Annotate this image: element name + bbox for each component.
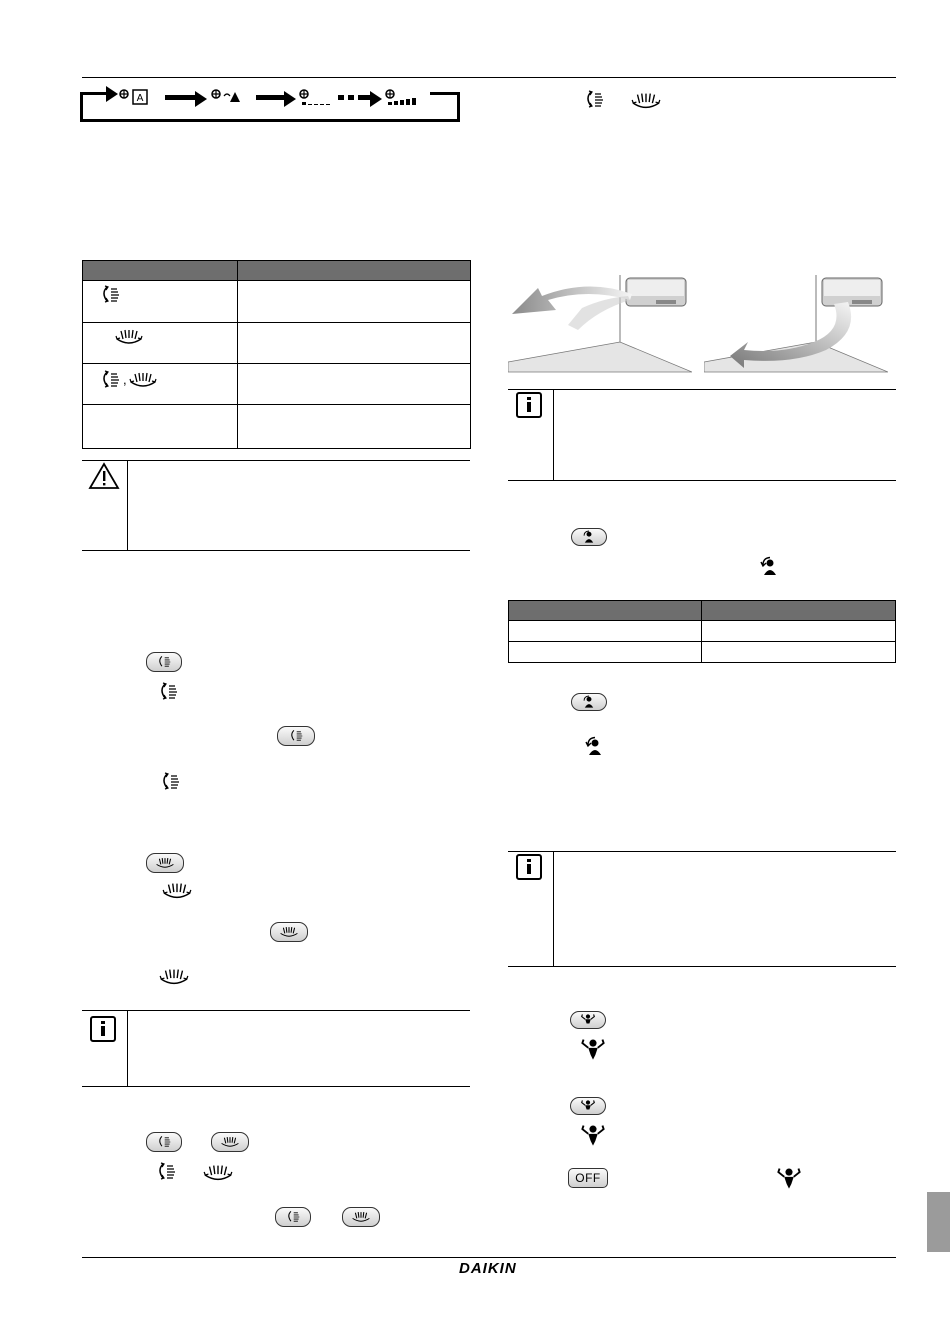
horizontal-swing-icon — [218, 1135, 242, 1149]
vertical-swing-icon — [155, 1162, 177, 1182]
vertical-swing-icon — [99, 370, 121, 390]
table-row — [83, 323, 471, 364]
table-row — [83, 281, 471, 323]
svg-text:A: A — [136, 93, 144, 104]
swing-horizontal-button[interactable] — [270, 922, 308, 942]
caution-bottom-rule — [82, 550, 470, 551]
flap-mode-table — [82, 260, 471, 449]
caution-divider — [127, 460, 128, 550]
vertical-swing-icon — [583, 90, 605, 110]
info-icon — [516, 854, 542, 880]
powerful-icon — [776, 1166, 802, 1190]
table-header-row — [83, 261, 471, 281]
swing-vertical-button[interactable] — [146, 1132, 182, 1152]
powerful-icon — [580, 1037, 606, 1061]
horizontal-swing-icon — [201, 1162, 235, 1184]
swing-horizontal-button[interactable] — [342, 1207, 380, 1227]
comfort-airflow-icon — [582, 695, 596, 709]
off-button-label: OFF — [575, 1171, 601, 1185]
fan-speed-high-icon — [384, 86, 420, 108]
swing-horizontal-button[interactable] — [146, 853, 184, 873]
info-icon — [516, 392, 542, 418]
caution-top-rule — [82, 460, 470, 461]
vertical-swing-icon — [285, 1210, 301, 1224]
horizontal-swing-icon — [153, 856, 177, 870]
horizontal-swing-icon — [157, 966, 191, 988]
info-divider — [553, 389, 554, 480]
heating-airflow-illustration — [704, 270, 888, 374]
swing-vertical-button[interactable] — [277, 726, 315, 746]
table-header-row — [509, 601, 896, 621]
info-bottom-rule — [82, 1086, 470, 1087]
footer-rule — [82, 1257, 896, 1258]
powerful-icon — [580, 1013, 596, 1027]
vertical-swing-icon — [157, 682, 179, 702]
header-rule — [82, 77, 896, 78]
powerful-icon — [580, 1099, 596, 1113]
vertical-swing-icon — [156, 1135, 172, 1149]
comfort-airflow-icon — [582, 530, 596, 544]
info-bottom-rule — [508, 480, 896, 481]
comfort-airflow-icon — [585, 736, 605, 756]
info-top-rule — [82, 1010, 470, 1011]
info-bottom-rule — [508, 966, 896, 967]
fan-quiet-icon — [210, 86, 246, 108]
horizontal-swing-icon — [349, 1210, 373, 1224]
horizontal-swing-icon — [127, 370, 159, 390]
swing-horizontal-button[interactable] — [211, 1132, 249, 1152]
off-button[interactable] — [568, 1168, 608, 1188]
info-top-rule — [508, 851, 896, 852]
table-row — [509, 642, 896, 663]
powerful-icon — [580, 1123, 606, 1147]
section-side-tab — [927, 1192, 950, 1252]
info-divider — [127, 1010, 128, 1086]
horizontal-swing-icon — [629, 90, 663, 112]
info-divider — [553, 851, 554, 966]
powerful-button[interactable] — [570, 1097, 606, 1115]
warning-icon — [88, 462, 120, 490]
vertical-swing-icon — [159, 772, 181, 792]
table-row — [509, 621, 896, 642]
comfort-airflow-button[interactable] — [571, 528, 607, 546]
daikin-logo: DAIKIN — [459, 1260, 517, 1277]
fan-auto-icon — [118, 86, 154, 108]
horizontal-swing-icon — [277, 925, 301, 939]
fan-speed-low-icon — [298, 86, 334, 108]
vertical-swing-icon — [288, 729, 304, 743]
comfort-airflow-table — [508, 600, 896, 663]
vertical-swing-icon — [156, 655, 172, 669]
comfort-airflow-icon — [760, 556, 780, 576]
swing-vertical-button[interactable] — [275, 1207, 311, 1227]
table-row — [83, 405, 471, 449]
cooling-airflow-illustration — [508, 270, 692, 374]
vertical-swing-icon — [99, 285, 121, 305]
info-icon — [90, 1016, 116, 1042]
info-top-rule — [508, 389, 896, 390]
powerful-button[interactable] — [570, 1011, 606, 1029]
comfort-airflow-button[interactable] — [571, 693, 607, 711]
table-row: , — [83, 364, 471, 405]
swing-vertical-button[interactable] — [146, 652, 182, 672]
horizontal-swing-icon — [113, 327, 145, 347]
horizontal-swing-icon — [160, 880, 194, 902]
